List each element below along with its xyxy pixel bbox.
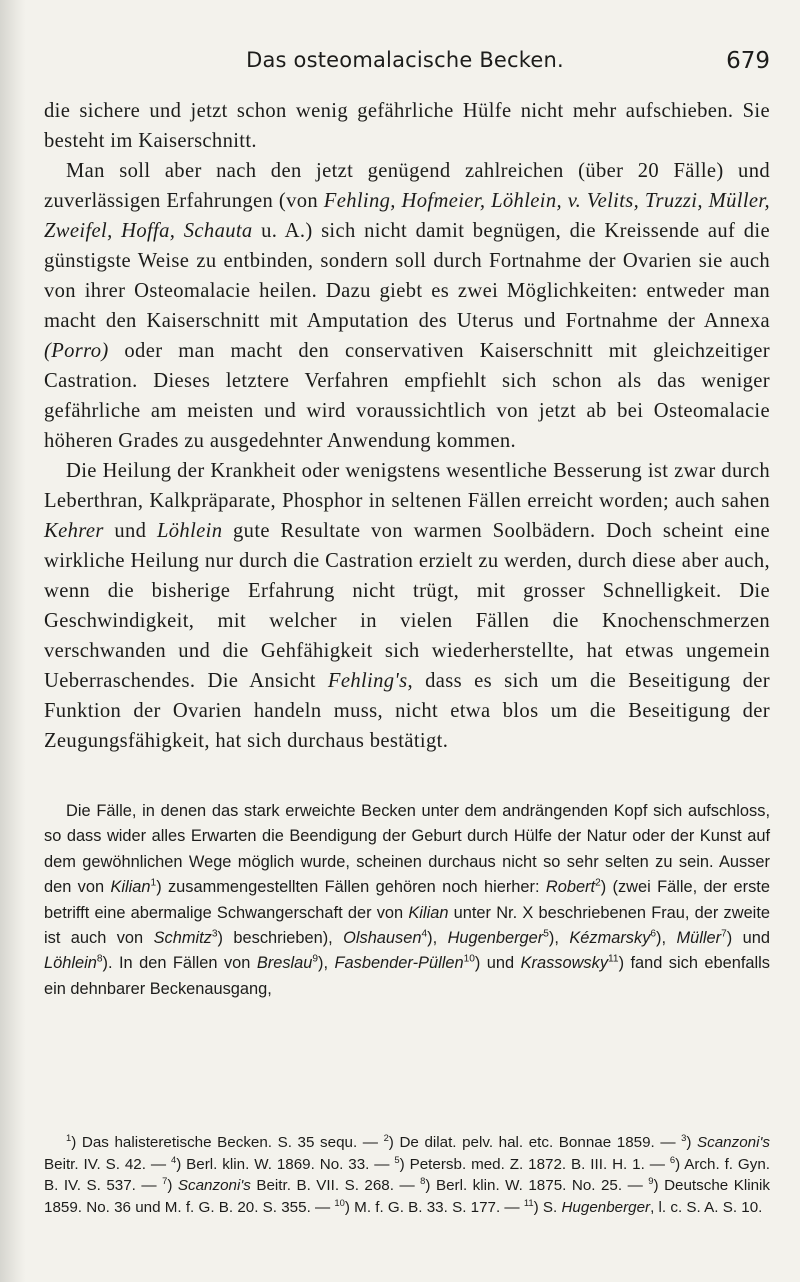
text: ) (zwei Fälle, der erste betrifft eine abermalige Schwangerschaft der von (44, 878, 770, 922)
footnote-number: 3 (681, 1131, 687, 1143)
text: ) und (474, 954, 521, 973)
text: ) zusammengestellten Fällen gehören noch hierher: (156, 878, 546, 897)
author-kezmarsky: Kézmarsky (569, 929, 651, 948)
author-schmitz: Schmitz (153, 929, 212, 948)
text: unter Nr. X beschriebenen Frau, der zweite ist auch von (44, 903, 770, 948)
author-fehling: Fehling's (327, 670, 408, 692)
text: ) fand sich ebenfalls ein dehnbarer Beckenausgang, (44, 954, 770, 998)
small-print-paragraph (44, 799, 770, 1002)
place-breslau: Breslau (256, 954, 313, 973)
footnote-ref: 8 (96, 953, 103, 965)
footnote-italic: Scanzoni's (697, 1134, 770, 1151)
page-number: 679 (726, 48, 770, 74)
footnote-text: ) Arch. f. Gyn. B. IV. S. 537. — (44, 1155, 770, 1195)
footnote-number: 6 (669, 1153, 676, 1165)
author-hugenberger: Hugenberger (447, 929, 544, 948)
text: die sichere und jetzt schon wenig gefährliche Hülfe nicht mehr aufschieben. Sie besteht im Kaiserschnitt. (44, 100, 770, 152)
page-gutter-shadow (0, 0, 26, 1282)
footnote-text: ) (686, 1134, 698, 1151)
footnote-number: 4 (170, 1153, 177, 1165)
author-olshausen: Olshausen (343, 929, 422, 948)
text: , dass es sich um die Beseitigung der Funktion der Ovarien handeln muss, nicht etwa blos um die Beseitigung der Zeugungsfähigkeit, hat sich durchaus bestätigt. (44, 670, 770, 752)
footnote-ref: 2 (595, 877, 601, 889)
footnote-text: , l. c. S. A. S. 10. (650, 1198, 763, 1216)
footnote-text: Beitr. B. VII. S. 268. — (250, 1177, 421, 1195)
footnote-number: 9 (648, 1175, 654, 1187)
footnote-text: ) Deutsche Klinik 1859. No. 36 und M. f. G. B. 20. S. 355. — (44, 1177, 771, 1216)
footnote-number: 2 (383, 1131, 389, 1143)
paragraph-3 (44, 456, 770, 756)
main-text (44, 96, 770, 756)
footnote-ref: 9 (312, 953, 319, 965)
text: ), (318, 954, 335, 973)
text: ), (427, 929, 448, 948)
author-muller: Müller (676, 929, 722, 948)
paragraph-1 (44, 96, 770, 156)
text: Die Fälle, in denen das stark erweichte Becken unter dem andrängenden Kopf sich aufschloss, so dass wider alles Erwarten die Beendigung der Geburt durch Hülfe der Natur oder der Kunst auf dem gewöhnlichen Wege möglich wurde, scheinen durchaus nicht so sehr selten zu sein. Ausser den von (44, 802, 770, 897)
footnote-number: 7 (162, 1175, 168, 1187)
footnote-text: ) Berl. klin. W. 1875. No. 25. — (425, 1177, 649, 1195)
footnote-ref: 3 (211, 928, 218, 940)
footnotes (44, 1132, 770, 1218)
footnote-ref: 4 (421, 928, 428, 940)
author-kilian: Kilian (408, 903, 449, 922)
author-list: Fehling, Hofmeier, Löhlein, v. Velits, Truzzi, Müller, Zweifel, Hoffa, Schauta (44, 190, 770, 242)
footnote-ref: 6 (650, 928, 657, 940)
text: Man soll aber nach den jetzt genügend zahlreichen (über 20 Fälle) und zuverlässigen Erfahrungen (von (44, 160, 770, 212)
footnote-ref: 11 (608, 953, 619, 965)
footnote-number: 10 (334, 1196, 345, 1208)
author-krassowsky: Krassowsky (520, 954, 609, 973)
footnote-ref: 1 (150, 877, 157, 889)
author-lohlein: Löhlein (44, 954, 97, 973)
author-fasbender: Fasbender-Püllen (334, 954, 464, 973)
author-lohlein: Löhlein (156, 520, 223, 542)
footnote-ref: 5 (543, 928, 549, 940)
footnote-number: 5 (394, 1153, 400, 1165)
running-title: Das osteomalacische Becken. (246, 48, 564, 72)
text: ). In den Fällen von (102, 954, 257, 973)
footnote-text: ) (167, 1177, 178, 1195)
text: ) und (726, 929, 770, 948)
footnote-italic: Hugenberger (561, 1198, 651, 1216)
footnote-ref: 7 (721, 928, 727, 940)
page-header (40, 48, 770, 84)
author-robert: Robert (545, 878, 596, 897)
text: Die Heilung der Krankheit oder wenigstens wesentliche Besserung ist zwar durch Leberthran, Kalkpräparate, Phosphor in seltenen Fällen erreicht worden; auch sahen (44, 460, 770, 512)
footnote-text: ) S. (533, 1198, 562, 1216)
text: ), (548, 929, 570, 948)
text: ) beschrieben), (217, 929, 344, 948)
footnote-text: ) De dilat. pelv. hal. etc. Bonnae 1859. — (388, 1134, 682, 1151)
footnote-text: ) Das halisteretische Becken. S. 35 sequ. — (71, 1134, 384, 1151)
paragraph-2 (44, 156, 770, 456)
footnote-number: 8 (420, 1175, 426, 1187)
footnote-italic: Scanzoni's (177, 1177, 251, 1195)
footnote-number: 11 (523, 1196, 534, 1208)
text: ), (656, 929, 677, 948)
footnote-text: ) Petersb. med. Z. 1872. B. III. H. 1. — (399, 1155, 670, 1173)
text: und (103, 520, 157, 542)
author-kilian: Kilian (110, 878, 151, 897)
footnote-text: Beitr. IV. S. 42. — (44, 1155, 171, 1173)
text: gute Resultate von warmen Soolbädern. Doch scheint eine wirkliche Heilung nur durch die Castration erzielt zu werden, durch diese aber auch, wenn die bisherige Erfahrung nicht trügt, mit grosser Schnelligkeit. Die Geschwindigkeit, mit welcher in vielen Fällen die Knochenschmerzen verschwanden und die Gehfähigkeit sich wiederherstellte, hat etwas ungemein Ueberraschendes. Die Ansicht (44, 520, 770, 692)
text: u. A.) sich nicht damit begnügen, die Kreissende auf die günstigste Weise zu entbinden, sondern soll durch Fortnahme der Ovarien sie auch von ihrer Osteomalacie heilen. Dazu giebt es zwei Möglichkeiten: entweder man macht den Kaiserschnitt mit Amputation des Uterus und Fortnahme der Annexa (44, 220, 770, 332)
footnote-text: ) M. f. G. B. 33. S. 177. — (344, 1198, 524, 1216)
footnote-number: 1 (66, 1131, 72, 1143)
author-porro: (Porro) (44, 340, 109, 362)
text: oder man macht den conservativen Kaiserschnitt mit gleichzeitiger Castration. Dieses letztere Verfahren empfiehlt sich schon als das weniger gefährliche am meisten und wird voraussichtlich von jetzt ab bei Osteomalacie höheren Grades zu ausgedehnter Anwendung kommen. (44, 340, 770, 452)
footnote-ref: 10 (463, 953, 475, 965)
footnote-text: ) Berl. klin. W. 1869. No. 33. — (176, 1155, 395, 1173)
author-kehrer: Kehrer (44, 520, 104, 542)
